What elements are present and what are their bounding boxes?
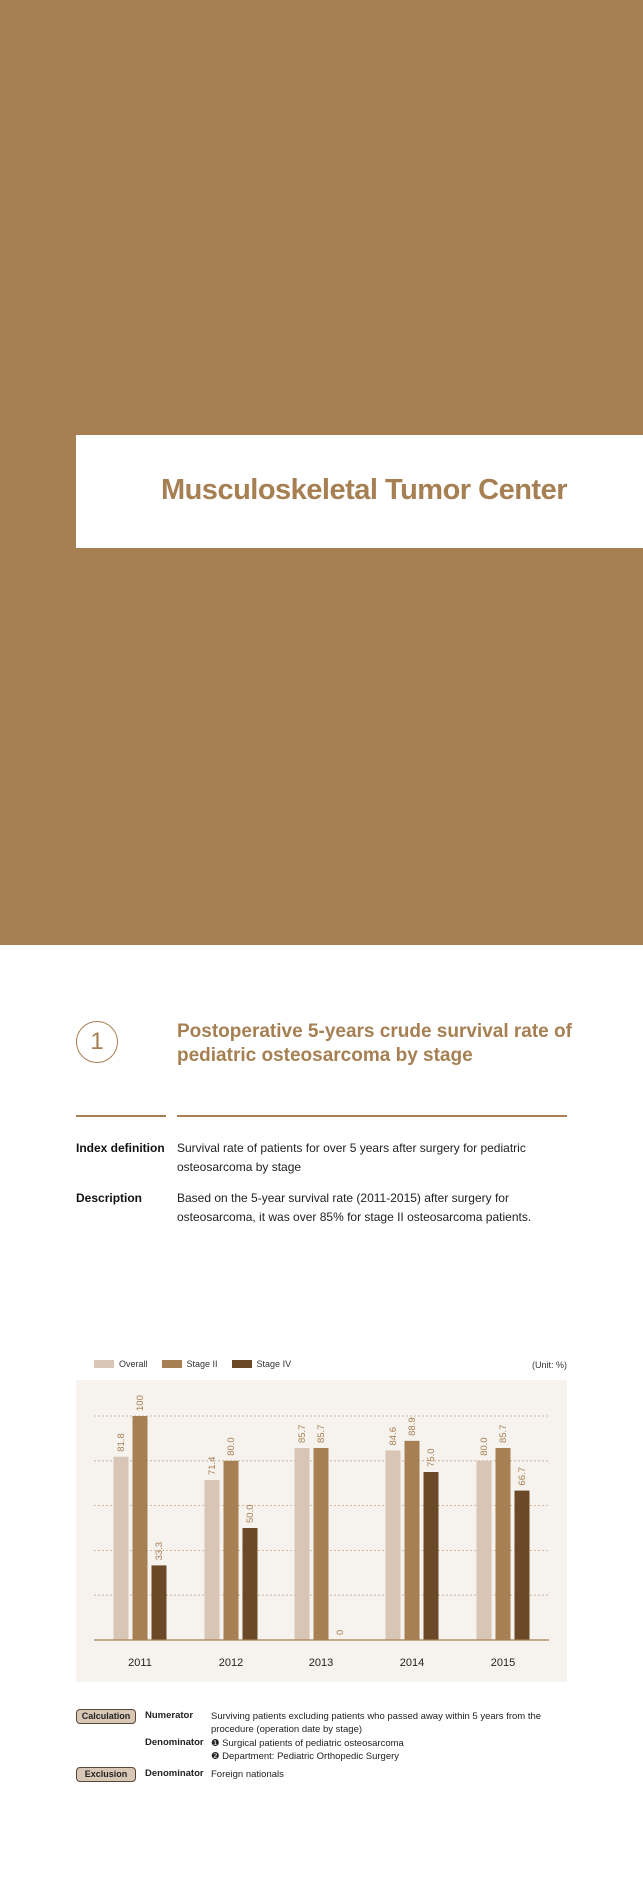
- bar-overall-2012: [205, 1480, 220, 1640]
- title-band: [76, 435, 643, 548]
- legend-label-stage-ii: Stage II: [186, 1359, 218, 1369]
- content-divider: [177, 1115, 567, 1117]
- data-label-stage-iv-2015: 66.7: [517, 1467, 528, 1486]
- numerator-text: Surviving patients excluding patients who passed away within 5 years from the procedure (operation date by stage): [211, 1711, 542, 1735]
- legend-label-stage-iv: Stage IV: [256, 1359, 292, 1369]
- bar-stage-iv-2014: [424, 1472, 439, 1640]
- x-tick-label-2012: 2012: [218, 1657, 244, 1669]
- data-label-overall-2013: 85.7: [297, 1424, 308, 1444]
- denominator-label: Denominator: [145, 1737, 204, 1748]
- bar-stage-iv-2012: [243, 1528, 258, 1640]
- x-tick-label-2011: 2011: [128, 1657, 152, 1669]
- x-tick-label-2013: 2013: [308, 1657, 334, 1669]
- chart-panel: [76, 1380, 567, 1682]
- exclusion-badge: Exclusion: [76, 1767, 136, 1782]
- data-label-overall-2012: 71.4: [207, 1456, 218, 1476]
- legend-item-overall: [94, 1359, 148, 1369]
- data-label-stage-iv-2011: 33.3: [154, 1541, 165, 1561]
- exclusion-denominator-label: Denominator: [145, 1768, 204, 1779]
- section-number-badge: 1: [76, 1021, 118, 1063]
- data-label-stage-ii-2014: 88.9: [407, 1417, 418, 1436]
- survival-bar-chart: [76, 1380, 567, 1682]
- section-title: Postoperative 5-years crude survival rate of pediatric osteosarcoma by stage: [177, 1021, 572, 1066]
- unit-label: (Unit: %): [531, 1360, 567, 1370]
- data-label-stage-ii-2013: 85.7: [316, 1424, 327, 1444]
- data-label-overall-2014: 84.6: [388, 1426, 399, 1446]
- bar-overall-2013: [295, 1448, 310, 1640]
- x-tick-label-2014: 2014: [399, 1657, 425, 1669]
- data-label-overall-2011: 81.8: [116, 1433, 127, 1452]
- description-label: Description: [76, 1191, 143, 1205]
- chart-legend: [94, 1359, 305, 1369]
- data-label-stage-iv-2013: 0: [335, 1629, 346, 1635]
- legend-label-overall: Overall: [119, 1359, 148, 1369]
- data-label-stage-ii-2011: 100: [135, 1395, 146, 1411]
- x-tick-label-2015: 2015: [490, 1657, 516, 1669]
- denominator-line-1: ❶ Surgical patients of pediatric osteosarcoma: [211, 1738, 404, 1749]
- bar-stage-ii-2013: [314, 1448, 329, 1640]
- calculation-badge: Calculation: [76, 1709, 136, 1724]
- bar-overall-2011: [114, 1457, 129, 1640]
- bar-stage-iv-2011: [152, 1565, 167, 1640]
- index-definition-label: Index definition: [76, 1141, 165, 1155]
- legend-swatch-stage-iv: [232, 1360, 252, 1368]
- data-label-stage-iv-2012: 50.0: [245, 1504, 256, 1523]
- data-label-overall-2015: 80.0: [479, 1437, 490, 1456]
- index-definition-text: Survival rate of patients for over 5 years after surgery for pediatric osteosarcoma by stage: [177, 1141, 526, 1174]
- bar-stage-iv-2015: [515, 1491, 530, 1640]
- label-divider: [76, 1115, 166, 1117]
- bar-stage-ii-2015: [496, 1448, 511, 1640]
- legend-item-stage-iv: [232, 1359, 292, 1369]
- bar-stage-ii-2014: [405, 1441, 420, 1640]
- numerator-label: Numerator: [145, 1710, 194, 1721]
- bar-stage-ii-2012: [224, 1461, 239, 1640]
- data-label-stage-iv-2014: 75.0: [426, 1448, 437, 1467]
- data-label-stage-ii-2012: 80.0: [226, 1437, 237, 1456]
- center-title: Musculoskeletal Tumor Center: [160, 474, 567, 506]
- bar-overall-2015: [477, 1461, 492, 1640]
- legend-swatch-overall: [94, 1360, 114, 1368]
- exclusion-denominator-text: Foreign nationals: [211, 1769, 284, 1780]
- legend-item-stage-ii: [162, 1359, 218, 1369]
- data-label-stage-ii-2015: 85.7: [498, 1424, 509, 1444]
- description-text: Based on the 5-year survival rate (2011-2015) after surgery for osteosarcoma, it was over 85% for stage II osteosarcoma patients.: [177, 1191, 532, 1224]
- denominator-line-2: ❷ Department: Pediatric Orthopedic Surgery: [211, 1751, 400, 1762]
- bar-overall-2014: [386, 1450, 401, 1640]
- bar-stage-ii-2011: [133, 1416, 148, 1640]
- legend-swatch-stage-ii: [162, 1360, 182, 1368]
